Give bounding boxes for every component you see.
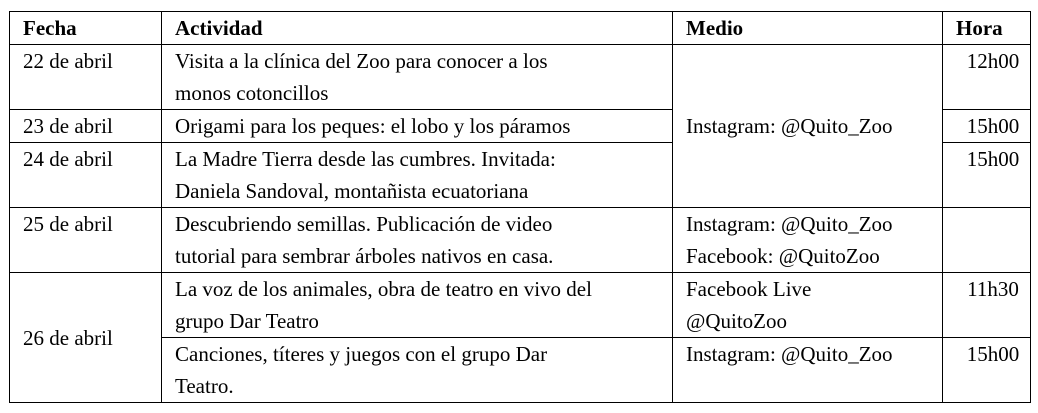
- header-hora: Hora: [943, 12, 1031, 45]
- fecha-cell: 23 de abril: [10, 110, 162, 143]
- header-actividad: Actividad: [162, 12, 673, 45]
- fecha-cell: 22 de abril: [10, 45, 162, 110]
- actividad-line: Daniela Sandoval, montañista ecuatoriana: [175, 179, 529, 203]
- actividad-line: tutorial para sembrar árboles nativos en casa.: [175, 244, 554, 268]
- actividad-line: Teatro.: [175, 374, 234, 398]
- actividad-line: La Madre Tierra desde las cumbres. Invitada:: [175, 147, 556, 171]
- hora-cell: 11h30: [943, 273, 1031, 338]
- hora-cell: 15h00: [943, 110, 1031, 143]
- actividad-line: Origami para los peques: el lobo y los páramos: [175, 114, 571, 138]
- activities-table: [9, 11, 1031, 403]
- medio-line: @QuitoZoo: [686, 309, 788, 333]
- table-row: [10, 45, 1031, 110]
- fecha-cell: 26 de abril: [10, 273, 162, 403]
- medio-cell: [673, 208, 943, 273]
- medio-line: Instagram: @Quito_Zoo: [686, 342, 893, 366]
- medio-line: Facebook: @QuitoZoo: [686, 244, 880, 268]
- header-fecha: Fecha: [10, 12, 162, 45]
- hora-cell: 12h00: [943, 45, 1031, 110]
- actividad-line: La voz de los animales, obra de teatro en vivo del: [175, 277, 592, 301]
- hora-cell: 15h00: [943, 338, 1031, 403]
- table-row: [10, 338, 1031, 403]
- medio-line: Facebook Live: [686, 277, 812, 301]
- actividad-cell: [162, 110, 673, 143]
- actividad-cell: [162, 45, 673, 110]
- fecha-cell: 24 de abril: [10, 143, 162, 208]
- actividad-cell: [162, 273, 673, 338]
- medio-cell: [673, 338, 943, 403]
- hora-cell: [943, 208, 1031, 273]
- medio-line: Instagram: @Quito_Zoo: [686, 212, 893, 236]
- actividad-line: Canciones, títeres y juegos con el grupo Dar: [175, 342, 548, 366]
- actividad-cell: [162, 338, 673, 403]
- table-row: [10, 208, 1031, 273]
- actividad-line: grupo Dar Teatro: [175, 309, 319, 333]
- actividad-cell: [162, 208, 673, 273]
- actividad-line: monos cotoncillos: [175, 81, 329, 105]
- fecha-cell: 25 de abril: [10, 208, 162, 273]
- actividad-cell: [162, 143, 673, 208]
- table-header-row: [10, 12, 1031, 45]
- medio-cell-shared: Instagram: @Quito_Zoo: [673, 45, 943, 208]
- actividad-line: Visita a la clínica del Zoo para conocer a los: [175, 49, 548, 73]
- medio-cell: [673, 273, 943, 338]
- header-medio: Medio: [673, 12, 943, 45]
- table-row: [10, 273, 1031, 338]
- hora-cell: 15h00: [943, 143, 1031, 208]
- actividad-line: Descubriendo semillas. Publicación de video: [175, 212, 553, 236]
